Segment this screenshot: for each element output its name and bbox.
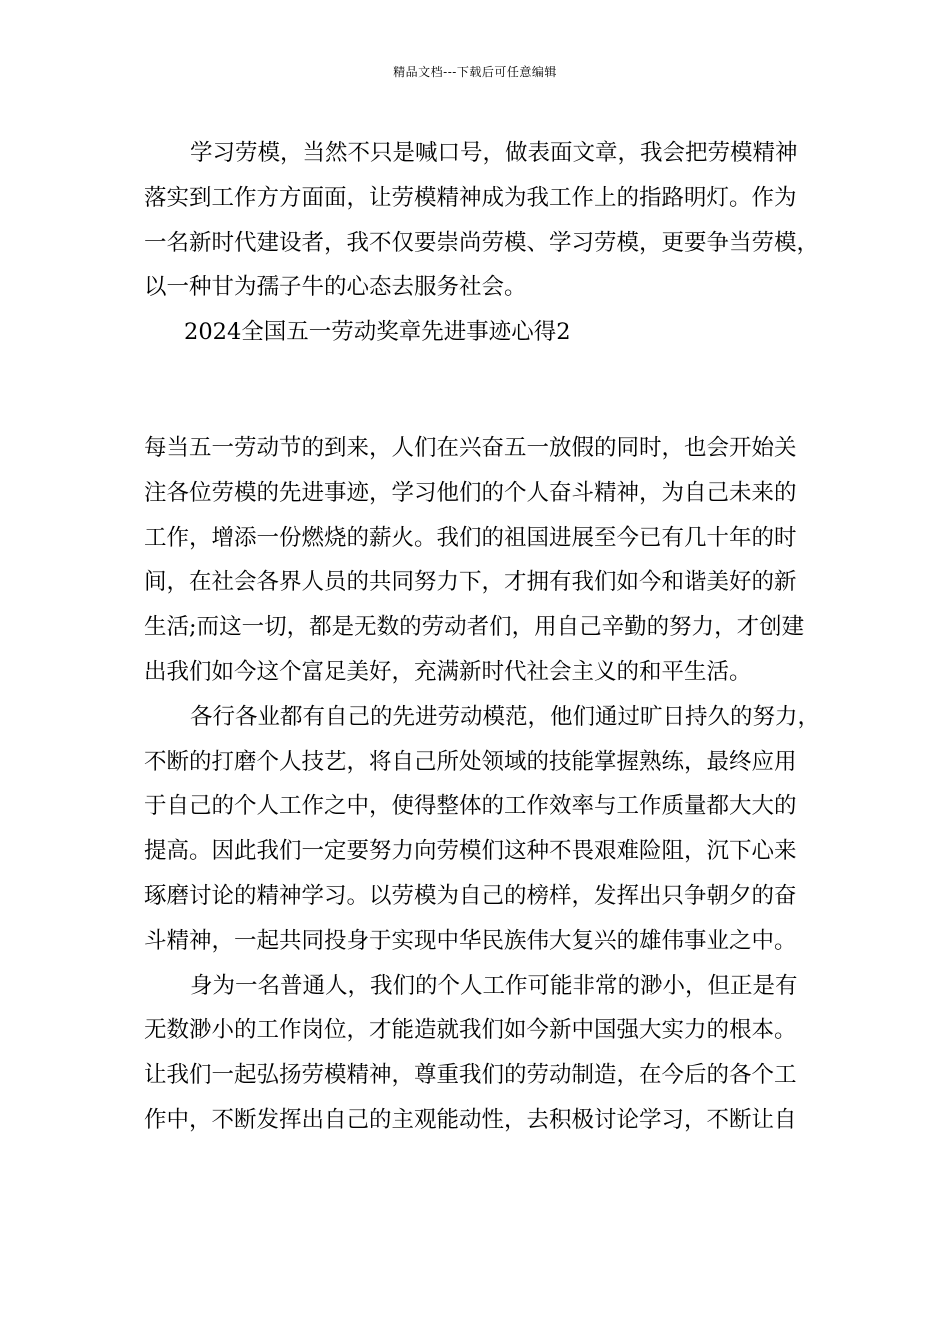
paragraph-line: 学习劳模，当然不只是喊口号，做表面文章，我会把劳模精神 <box>190 140 798 166</box>
paragraph-line: 作中，不断发挥出自己的主观能动性，去积极讨论学习，不断让自 <box>144 1106 797 1133</box>
paragraph-line: 每当五一劳动节的到来，人们在兴奋五一放假的同时，也会开始关 <box>144 434 797 461</box>
paragraph-line: 各行各业都有自己的先进劳动模范，他们通过旷日持久的努力， <box>190 703 821 730</box>
paragraph-line: 不断的打磨个人技艺，将自己所处领域的技能掌握熟练，最终应用 <box>144 748 797 775</box>
section-heading: 2024全国五一劳动奖章先进事迹心得2 <box>184 319 571 346</box>
paragraph-line: 琢磨讨论的精神学习。以劳模为自己的榜样，发挥出只争朝夕的奋 <box>144 882 797 909</box>
page-header: 精品文档---下载后可任意编辑 <box>393 65 557 79</box>
paragraph-line: 让我们一起弘扬劳模精神，尊重我们的劳动制造，在今后的各个工 <box>144 1062 797 1089</box>
paragraph-1 <box>144 131 824 310</box>
paragraph-line: 一名新时代建设者，我不仅要崇尚劳模、学习劳模，更要争当劳模， <box>144 229 820 256</box>
paragraph-4 <box>144 964 824 1143</box>
paragraph-line: 身为一名普通人，我们的个人工作可能非常的渺小，但正是有 <box>190 972 798 999</box>
section-spacer <box>144 355 824 426</box>
paragraph-line: 以一种甘为孺子牛的心态去服务社会。 <box>144 274 527 301</box>
paragraph-3 <box>144 695 824 964</box>
paragraph-line: 间，在社会各界人员的共同努力下，才拥有我们如今和谐美好的新 <box>144 569 797 596</box>
paragraph-line: 落实到工作方方面面，让劳模精神成为我工作上的指路明灯。作为 <box>144 184 797 211</box>
paragraph-line: 斗精神，一起共同投身于实现中华民族伟大复兴的雄伟事业之中。 <box>144 927 797 954</box>
paragraph-line: 出我们如今这个富足美好，充满新时代社会主义的和平生活。 <box>144 658 752 685</box>
paragraph-line: 于自己的个人工作之中，使得整体的工作效率与工作质量都大大的 <box>144 793 797 820</box>
paragraph-line: 提高。因此我们一定要努力向劳模们这种不畏艰难险阻，沉下心来 <box>144 838 797 865</box>
paragraph-line: 注各位劳模的先进事迹，学习他们的个人奋斗精神，为自己未来的 <box>144 479 797 506</box>
paragraph-line: 生活;而这一切，都是无数的劳动者们，用自己辛勤的努力，才创建 <box>144 614 805 641</box>
document-body <box>144 131 824 1143</box>
paragraph-2 <box>144 426 824 695</box>
paragraph-line: 工作，增添一份燃烧的薪火。我们的祖国进展至今已有几十年的时 <box>144 524 797 551</box>
paragraph-line: 无数渺小的工作岗位，才能造就我们如今新中国强大实力的根本。 <box>144 1017 797 1044</box>
